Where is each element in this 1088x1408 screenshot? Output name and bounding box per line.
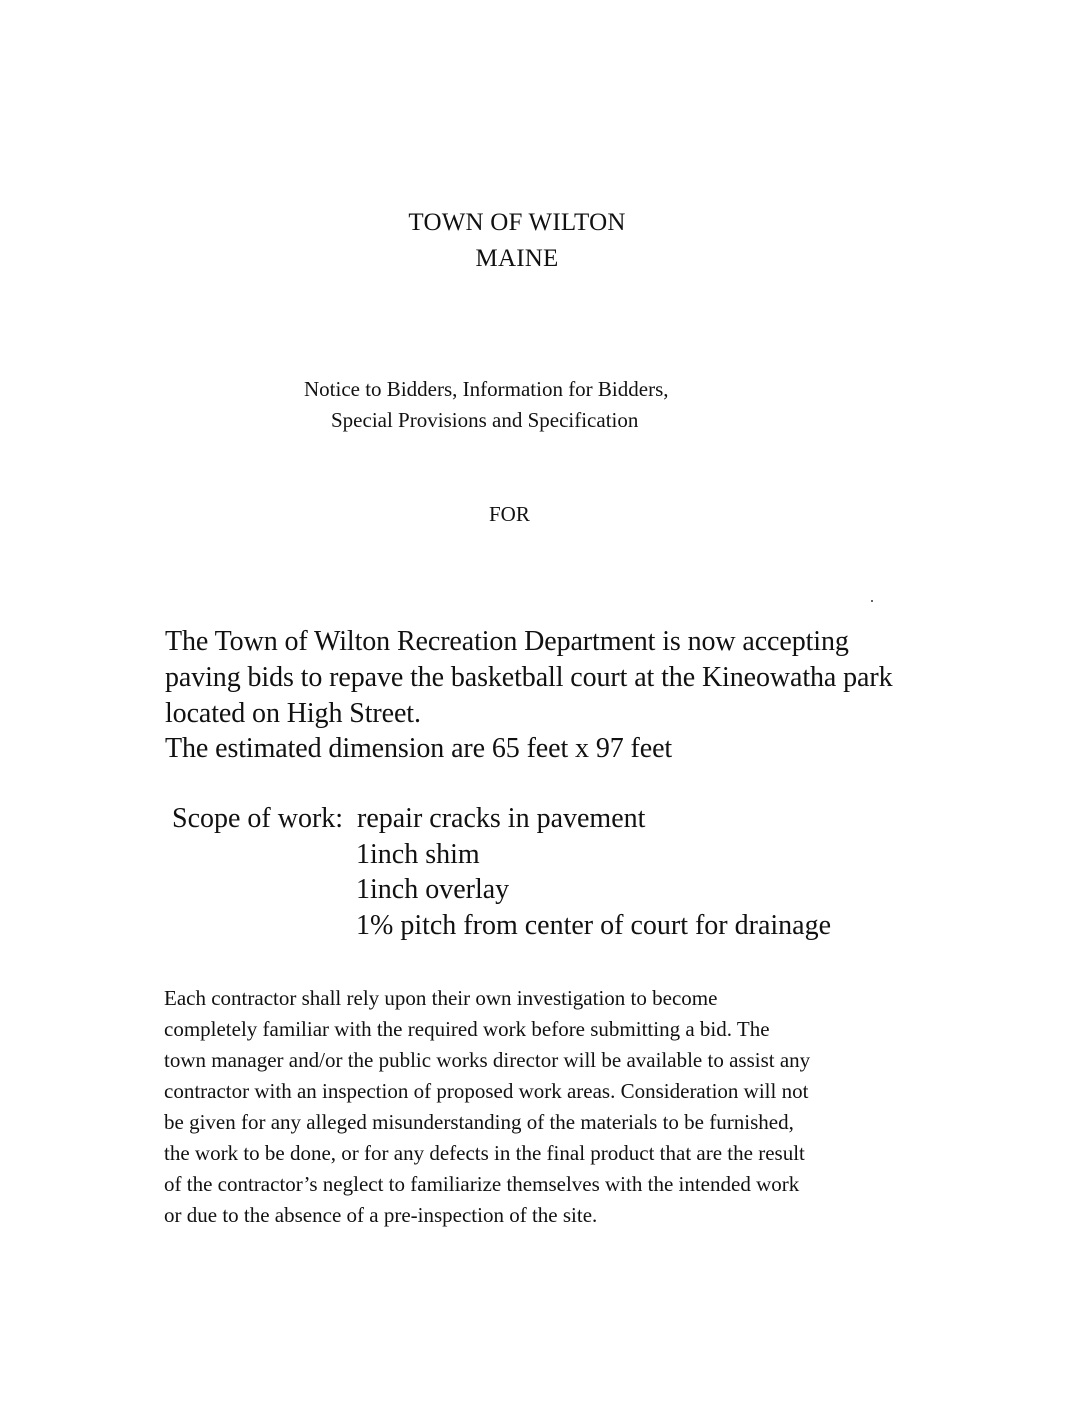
scope-item: repair cracks in pavement (357, 803, 646, 834)
scope-item: 1inch shim (356, 839, 480, 870)
paragraph-line: the work to be done, or for any defects in the final product that are the result (164, 1141, 805, 1165)
intro-line: paving bids to repave the basketball court at the Kineowatha park (165, 662, 893, 693)
intro-line: The estimated dimension are 65 feet x 97 feet (165, 733, 673, 764)
header-state: MAINE (475, 245, 559, 272)
scan-speck (871, 600, 873, 602)
intro-line: located on High Street. (165, 698, 421, 729)
paragraph-line: of the contractor’s neglect to familiarize themselves with the intended work (164, 1172, 800, 1196)
scope-label: Scope of work: (172, 803, 344, 834)
paragraph-line: completely familiar with the required work before submitting a bid. The (164, 1017, 770, 1041)
paragraph-line: or due to the absence of a pre-inspection of the site. (164, 1203, 598, 1227)
paragraph-line: be given for any alleged misunderstanding of the materials to be furnished, (164, 1110, 794, 1134)
scope-item: 1% pitch from center of court for drainage (356, 910, 832, 941)
intro-line: The Town of Wilton Recreation Department is now accepting (165, 626, 849, 657)
header-town: TOWN OF WILTON (408, 209, 626, 236)
subtitle-line-2: Special Provisions and Specification (331, 408, 639, 432)
subtitle-line-1: Notice to Bidders, Information for Bidders, (304, 377, 669, 401)
contractor-paragraph (164, 983, 944, 1231)
for-label: FOR (489, 502, 530, 526)
scope-item: 1inch overlay (356, 874, 510, 905)
paragraph-line: town manager and/or the public works director will be available to assist any (164, 1048, 811, 1072)
paragraph-line: contractor with an inspection of proposed work areas. Consideration will not (164, 1079, 809, 1103)
paragraph-line: Each contractor shall rely upon their own investigation to become (164, 986, 718, 1010)
